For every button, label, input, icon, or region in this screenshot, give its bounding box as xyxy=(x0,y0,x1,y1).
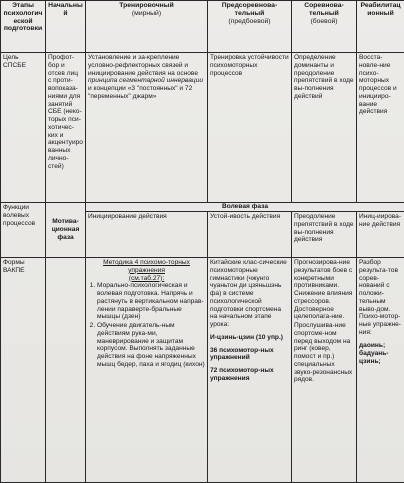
rehab-item-1: даоинь; xyxy=(359,341,386,349)
precomp-item-3: 72 психомотор-ных упражнения xyxy=(210,367,274,382)
goal-label: Цель СПСБЕ xyxy=(1,53,46,203)
header-rehab: Реабилитационный xyxy=(357,1,404,53)
header-precomp: Предсоревнова-тельный (предбоевой) xyxy=(208,1,292,53)
forms-training xyxy=(86,258,208,483)
precomp-item-2: 36 психомотор-ных упражнений xyxy=(210,346,274,362)
goal-training: Установление и за-крепление условно-рефлекторных связей и инициирование действия на основе принципа сегментарной иннервации и концепции «3 "постоянных" и 72 "переменных" джарм» xyxy=(86,53,208,203)
forms-precomp: Китайские клас-сические психомоторные гимнастики (чжунго чуаньтон ди цзяньшэнь фа) в системе психологической подготовки спортсмена на начальном этапе урока: И-цзинь-цзин (10 упр.) 36 психомотор-ных упражнений 72 психомотор-ных упражнения xyxy=(208,258,292,483)
header-initial: Начальный xyxy=(46,1,86,53)
precomp-item-1: И-цзинь-цзин (10 упр.) xyxy=(210,333,283,341)
functions-row-top xyxy=(1,203,404,212)
header-comp: Соревнова-тельный (боевой) xyxy=(292,1,357,53)
header-stages: Этапы психологической подготовки xyxy=(1,1,46,53)
forms-row xyxy=(1,258,404,483)
header-precomp-sub: (предбоевой) xyxy=(228,17,271,25)
list-item: 2. Обучение двигатель-ным действиям рука-ми, маневрирование и защитам корпусом. Выполнять заданные действия на фоне напряженных мышц бедер, паха и ягодиц (кихон) xyxy=(97,322,205,369)
header-row xyxy=(1,1,404,53)
forms-rehab: Разбор результа-тов сорев-нований с положи-тельным выво-дом. Психо-мотор-ные упражне-ния: даоинь; бадуань-цзинь; xyxy=(357,258,404,483)
functions-comp: Преодоление препятствий в ходе вы-полнения действия xyxy=(292,212,357,258)
goal-rehab: Восста-новле-ние психо-моторных процессов и иницииро-вание действия xyxy=(357,53,404,203)
functions-initial: Мотива-ционная фаза xyxy=(46,203,86,258)
functions-training: Инициирование действия xyxy=(86,212,208,258)
functions-phase: Волевая фаза xyxy=(86,203,404,212)
forms-comp: Прогнозирова-ние результатов боев с конкретными противниками. Снижение влияния стрессоров. Достоверное целеполага-ние. Прослушива-ние спортсме-ном перед выходом на ринг (ковер, помост и пр.) специальных звуко-резонансных рядов. xyxy=(292,258,357,483)
rehab-item-2: бадуань-цзинь; xyxy=(359,350,389,366)
goal-precomp: Тренировка устойчивости психомоторных процессов xyxy=(208,53,292,203)
forms-training-heading: Методика 4 психомо-торных упражнения (см.таб.27): xyxy=(103,259,190,282)
functions-precomp: Устой-ивость действия xyxy=(208,212,292,258)
goal-training-italic: принципа сегментарной иннервации xyxy=(88,77,203,85)
functions-label: Функции волевых процессов xyxy=(1,203,46,258)
forms-label: Формы ВАКПЕ xyxy=(1,258,46,483)
header-training-sub: (мирный) xyxy=(131,9,162,17)
list-item: 1. Морально-психологическая и волевая подготовка. Напрячь и растянуть в вертикальном направ-лении параверте-бральные мышцы (дзен) xyxy=(97,282,205,321)
goal-row xyxy=(1,53,404,203)
goal-initial: Профот-бор и отсев лиц с проти-вопоказа-ниями для занятий СБЕ (неко-торых пси-хотичес-ких и акцентуированных лично-стей) xyxy=(46,53,86,203)
forms-training-list xyxy=(88,282,205,368)
goal-comp: Определение доминанты и преодоление препятствий в ходе вы-полнения действий xyxy=(292,53,357,203)
header-training: Тренировочный (мирный) xyxy=(86,1,208,53)
forms-initial xyxy=(46,258,86,483)
functions-rehab: Иниц-иирова-ние действия xyxy=(357,212,404,258)
header-comp-sub: (боевой) xyxy=(310,17,338,25)
